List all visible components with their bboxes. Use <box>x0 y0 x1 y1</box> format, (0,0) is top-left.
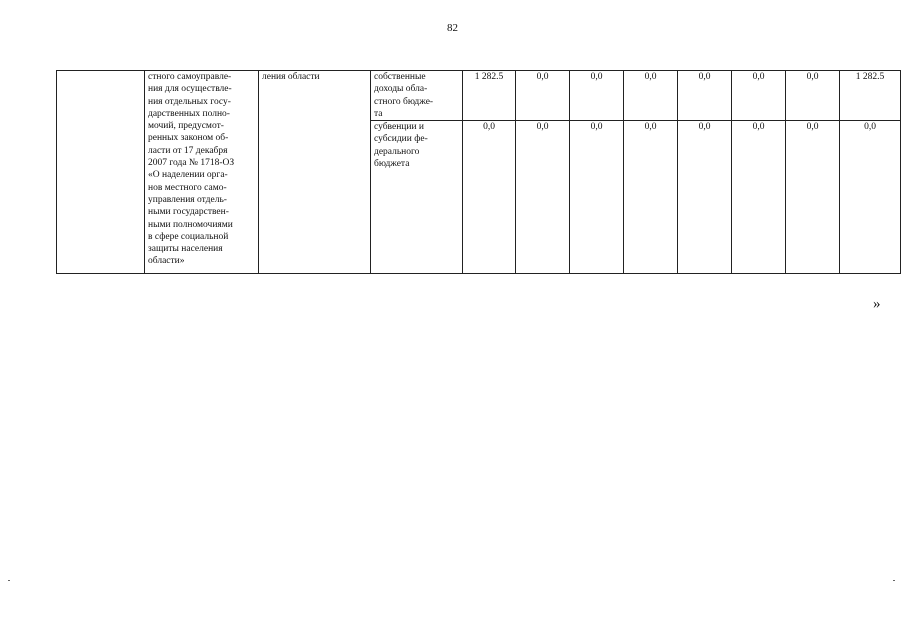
closing-quote: » <box>873 296 881 312</box>
value-cell: 0,0 <box>732 121 786 274</box>
value-cell: 0,0 <box>732 71 786 121</box>
value-cell: 1 282.5 <box>463 71 516 121</box>
page-number: 82 <box>447 22 458 34</box>
program-description-cell: стного самоуправле- ния для осуществле- ния отдельных госу- дарственных полно- мочий, предусмот- ренных законом об- ласти от 17 декабря 2007 года № 1718-ОЗ «О наделении орга- нов местного само- управления отдель- ными государствен- ными полномочиями в сфере социальной защиты населения области» <box>145 71 259 274</box>
value-cell: 0,0 <box>624 121 678 274</box>
table-row <box>57 71 901 121</box>
funding-source-cell: собственные доходы обла- стного бюдже- та <box>371 71 463 121</box>
value-cell: 0,0 <box>463 121 516 274</box>
value-cell: 0,0 <box>678 71 732 121</box>
value-cell: 0,0 <box>570 121 624 274</box>
total-cell: 0,0 <box>840 121 901 274</box>
value-cell: 0,0 <box>678 121 732 274</box>
total-cell: 1 282.5 <box>840 71 901 121</box>
value-cell: 0,0 <box>570 71 624 121</box>
scan-mark-left <box>8 580 10 581</box>
value-cell: 0,0 <box>516 71 570 121</box>
executor-cell: ления области <box>259 71 371 274</box>
value-cell: 0,0 <box>786 71 840 121</box>
funding-source-cell: субвенции и субсидии фе- дерального бюджета <box>371 121 463 274</box>
index-cell <box>57 71 145 274</box>
value-cell: 0,0 <box>624 71 678 121</box>
scan-mark-right <box>893 580 895 581</box>
value-cell: 0,0 <box>516 121 570 274</box>
value-cell: 0,0 <box>786 121 840 274</box>
budget-table <box>56 70 901 274</box>
